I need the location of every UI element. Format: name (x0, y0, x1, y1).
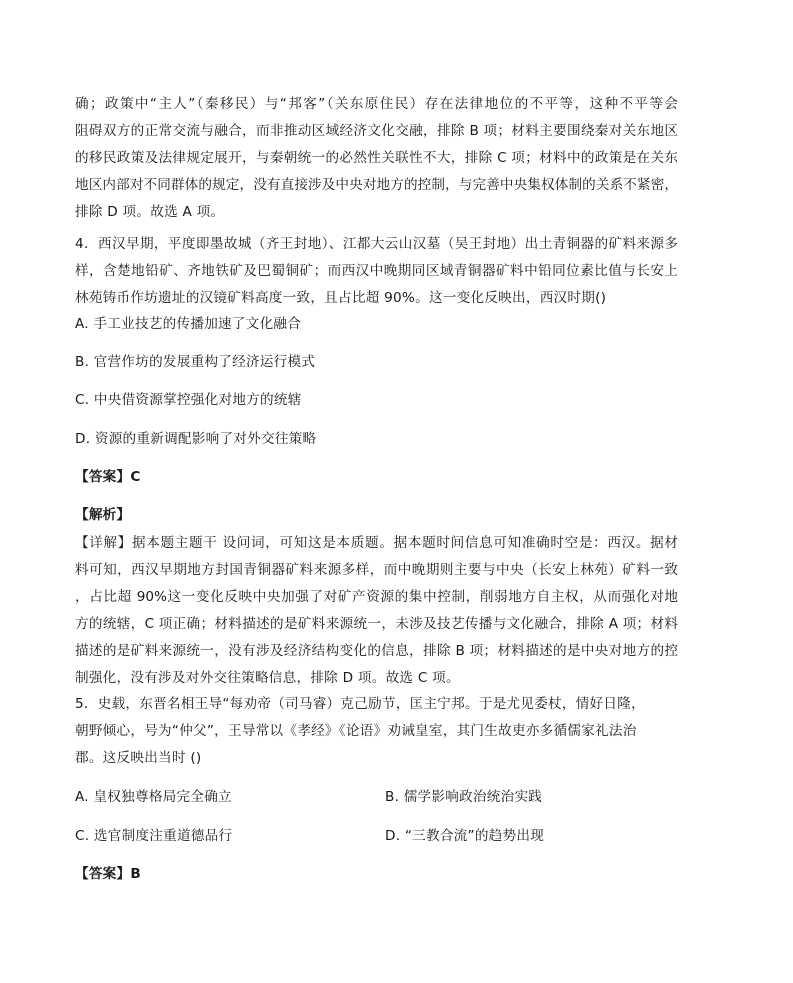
detail-line: 方的统辖，C 项正确；材料描述的是矿料来源统一，未涉及技艺传播与文化融合，排除 A 项；材料 (75, 616, 678, 632)
option-b: B. 儒学影响政治统治实践 (385, 789, 543, 805)
option-a: A. 手工业技艺的传播加速了文化融合 (75, 316, 302, 332)
answer-value: C (130, 469, 141, 485)
question-4-stem: 4．西汉早期，平度即墨故城（齐王封地）、江都大云山汉墓（吴王封地）出土青铜器的矿料来源多 (75, 236, 678, 252)
analysis-line: 地区内部对不同群体的规定，没有直接涉及中央对地方的控制，与完善中央集权体制的关系不紧密， (75, 177, 678, 193)
answer-value: B (130, 866, 141, 882)
question-5-stem: 5．史载，东晋名相王导“每劝帝（司马睿）克己励节，匡主宁邦。于是尤见委杖，情好日隆， (75, 696, 645, 712)
option-b: B. 官营作坊的发展重构了经济运行模式 (75, 354, 316, 370)
detail-line: 描述的是矿料来源统一，没有涉及经济结构变化的信息，排除 B 项；材料描述的是中央对地方的控 (75, 643, 678, 659)
option-a: A. 皇权独尊格局完全确立 (75, 789, 232, 805)
detail-line: 制强化，没有涉及对外交往策略信息，排除 D 项。故选 C 项。 (75, 670, 460, 686)
option-c: C. 选官制度注重道德品行 (75, 828, 233, 844)
answer-tag: 【答案】 (75, 866, 131, 882)
analysis-line: 阻碍双方的正常交流与融合，而非推动区域经济文化交融，排除 B 项；材料主要围绕秦对关东地区 (75, 123, 678, 139)
detail-line: ，占比超 90%这一变化反映中央加强了对矿产资源的集中控制，削弱地方自主权，从而强化对地 (75, 589, 678, 605)
question-4-stem: 样，含楚地铅矿、齐地铁矿及巴蜀铜矿；而西汉中晚期同区域青铜器矿料中铅同位素比值与长安上 (75, 263, 678, 279)
answer-line (75, 864, 141, 884)
option-d: D. “三教合流”的趋势出现 (385, 828, 545, 844)
analysis-line: 确；政策中“主人”（秦移民）与“邦客”（关东原住民）存在法律地位的不平等，这种不平等会 (75, 96, 678, 112)
answer-line (75, 467, 141, 487)
option-c: C. 中央借资源掌控强化对地方的统辖 (75, 392, 302, 408)
question-4-stem: 林苑铸币作坊遗址的汉镜矿料高度一致，且占比超 90%。这一变化反映出，西汉时期() (75, 290, 607, 306)
detail-line: 料可知，西汉早期地方封国青铜器矿料来源多样，而中晚期则主要与中央（长安上林苑）矿料一致 (75, 562, 678, 578)
question-5-stem: 朝野倾心，号为“仲父”，王导常以《孝经》《论语》劝诫皇室，其门生故吏亦多循儒家礼法治 (75, 723, 637, 739)
analysis-tag: 【解析】 (75, 507, 131, 523)
option-d: D. 资源的重新调配影响了对外交往策略 (75, 431, 317, 447)
question-5-stem: 郡。这反映出当时 () (75, 750, 202, 766)
detail-line: 【详解】据本题主题干 设问词，可知这是本质题。据本题时间信息可知准确时空是：西汉。据材 (75, 535, 678, 551)
answer-tag: 【答案】 (75, 469, 131, 485)
analysis-line: 排除 D 项。故选 A 项。 (75, 204, 225, 220)
analysis-line: 的移民政策及法律规定展开，与秦朝统一的必然性关联性不大，排除 C 项；材料中的政策是在关东 (75, 150, 678, 166)
